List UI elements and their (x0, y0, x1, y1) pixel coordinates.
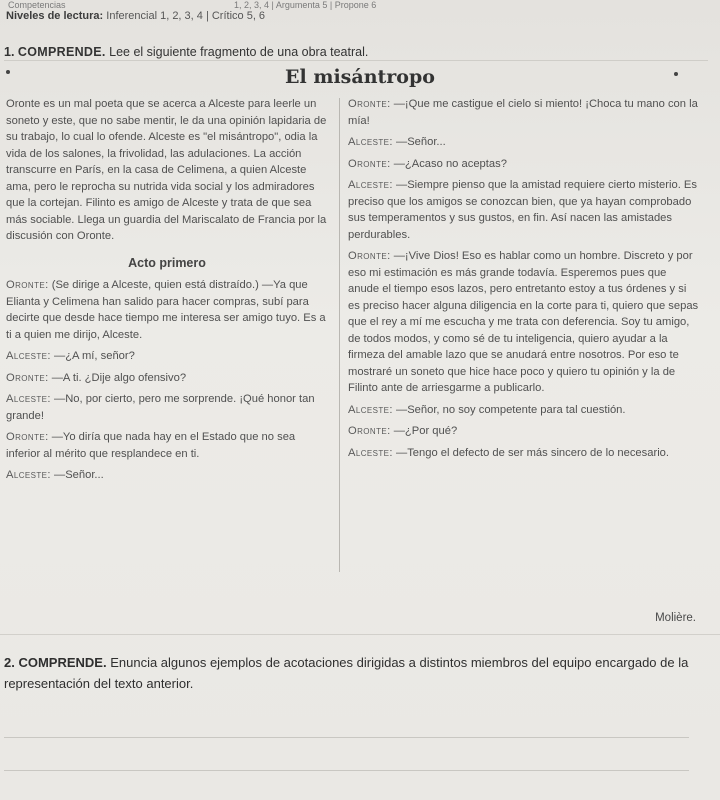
speaker-name: Oronte: (348, 98, 391, 110)
dialogue-text: —¿A mí, señor? (50, 350, 135, 362)
dialogue-line (348, 248, 700, 397)
speaker-name: Alceste: (348, 136, 393, 148)
dialogue-text: —Señor, no soy competente para tal cuestión. (392, 403, 626, 416)
dialogue-line (6, 348, 328, 365)
dialogue-line (6, 370, 328, 387)
dialogue-line (6, 277, 328, 343)
question-1-keyword: COMPRENDE. (17, 45, 106, 59)
speaker-name: Oronte: (348, 157, 391, 170)
dialogue-text: —Yo diría que nada hay en el Estado que no sea inferior al mérito que resplandece en ti. (6, 431, 296, 460)
dialogue-line (6, 391, 328, 424)
dialogue-line (348, 445, 700, 462)
speaker-name: Oronte: (348, 250, 391, 262)
bullet-mark (6, 70, 10, 74)
competencias-list: 1, 2, 3, 4 | Argumenta 5 | Propone 6 (234, 0, 377, 10)
question-2-keyword: COMPRENDE. (18, 655, 107, 670)
question-2-number: 2. (4, 655, 15, 670)
answer-line[interactable] (4, 737, 689, 738)
speaker-name: Oronte: (6, 279, 49, 291)
play-intro: Oronte es un mal poeta que se acerca a Alceste para leerle un soneto y este, que no sabe mentir, le da una opinión lapidaria de su trabajo, lo cual lo ofende. Alceste es "el misántropo", odia la vida de los salones, la frivolidad, las adulaciones. La acción transcurre en París, en la casa de Celimena, a quien Alceste ama, pero le reprocha su nutrida vida social y los admiradores que la cortejan. Filinto es amigo de Alceste y trata de que sea más sociable. Llega un guardia del Mariscalato de Francia por la discusión con Oronte. (6, 98, 327, 242)
answer-line[interactable] (4, 770, 689, 771)
speaker-name: Alceste: (348, 179, 393, 191)
dialogue-line (6, 429, 328, 462)
dialogue-line (348, 402, 700, 419)
act-heading: Acto primero (128, 255, 206, 270)
speaker-name: Alceste: (6, 469, 51, 481)
speaker-name: Alceste: (348, 446, 393, 459)
play-title: El misántropo (285, 66, 435, 88)
question-1-text: Lee el siguiente fragmento de una obra teatral. (105, 45, 369, 59)
dialogue-text: —Tengo el defecto de ser más sincero de lo necesario. (392, 446, 670, 459)
speaker-name: Alceste: (348, 403, 393, 416)
dialogue-line (348, 96, 700, 129)
speaker-name: Oronte: (6, 371, 49, 384)
dialogue-text: —Señor... (50, 469, 104, 481)
dialogue-text: —No, por cierto, pero me sorprende. ¡Qué honor tan grande! (6, 393, 315, 422)
dialogue-text: —Siempre pienso que la amistad requiere cierto misterio. Es preciso que los amigos se conozcan bien, que ya hayan comprobado sus temperamentos y sus gustos, en fin. Así nacen las amistades perdurables. (348, 179, 697, 241)
dialogue-text: —A ti. ¿Dije algo ofensivo? (48, 371, 187, 384)
dialogue-line (348, 177, 700, 243)
speaker-name: Alceste: (6, 350, 51, 362)
speaker-name: Oronte: (348, 425, 391, 437)
right-column (348, 96, 700, 461)
dialogue-text: —¡Que me castigue el cielo si miento! ¡Choca tu mano con la mía! (348, 98, 698, 127)
dialogue-line (348, 134, 700, 151)
dialogue-line (6, 467, 328, 484)
niveles-label: Niveles de lectura: (6, 10, 104, 22)
author-credit: Molière. (655, 612, 696, 624)
dialogue-line (348, 423, 700, 440)
niveles-text: Inferencial 1, 2, 3, 4 | Crítico 5, 6 (103, 10, 266, 22)
dialogue-text: —¿Por qué? (390, 425, 458, 437)
question-2-text: Enuncia algunos ejemplos de acotaciones dirigidas a distintos miembros del equipo encargado de la representación del texto anterior. (4, 655, 689, 691)
niveles-de-lectura (6, 10, 265, 22)
dialogue-text: —Señor... (392, 136, 446, 148)
bullet-mark (674, 72, 678, 76)
dialogue-text: (Se dirige a Alceste, quien está distraído.) —Ya que Elianta y Celimena han salido para hacer compras, subí para decirte que desde hace tiempo me interesa ser amigo tuyo. Es a ti a quien me dirijo, Alceste. (6, 279, 326, 341)
dialogue-text: —¿Acaso no aceptas? (390, 157, 507, 170)
speaker-name: Alceste: (6, 393, 51, 405)
dialogue-text: —¡Vive Dios! Eso es hablar como un hombre. Discreto y por eso mi estimación es más grande todavía. Esperemos pues que anude el tiempo esos lazos, pero entretanto estoy a tus órdenes y si es preciso hacer alguna diligencia en la corte para ti, quiero que sepas que el rey a mí me escucha y me trata con deferencia. Soy tu amigo, de todos modos, y como sé de tu inteligencia, quiero ayudar a la firmeza del amable lazo que se anudará entre nosotros. Por eso te mostraré un soneto que hice hace poco y quiero tu opinión y la de Filinto ante de arriesgarme a publicarlo. (348, 250, 699, 394)
column-divider (339, 98, 340, 572)
question-1 (4, 45, 368, 59)
question-2 (4, 652, 704, 694)
section-divider (0, 634, 720, 635)
question-1-number: 1. (4, 45, 15, 59)
competencias-label: Competencias (8, 0, 66, 10)
dialogue-line (348, 156, 700, 173)
left-column (6, 96, 328, 484)
speaker-name: Oronte: (6, 431, 49, 443)
